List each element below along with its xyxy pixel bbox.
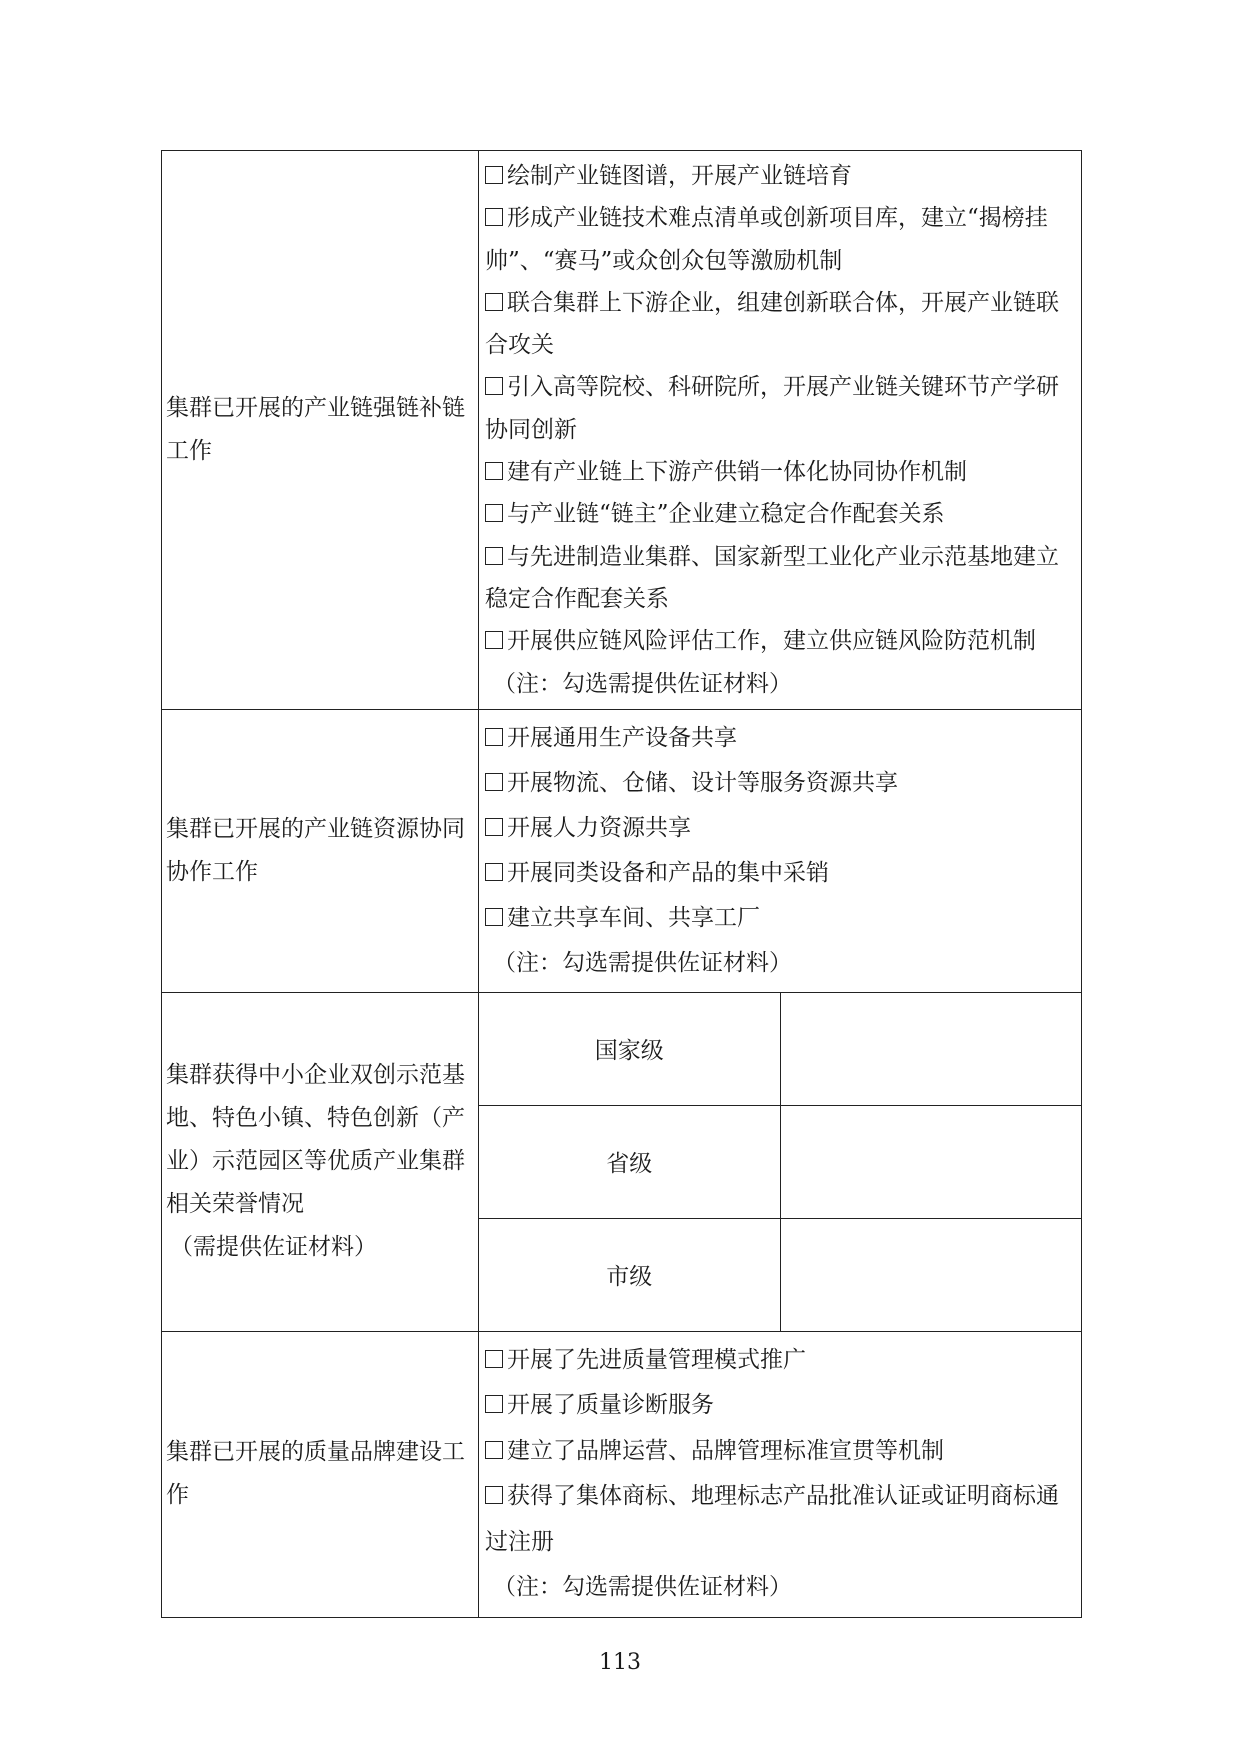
section-label: 集群已开展的产业链强链补链工作	[162, 151, 479, 710]
level-label-national: 国家级	[479, 992, 781, 1105]
section-sublabel: （需提供佐证材料）	[170, 1234, 377, 1261]
section-row-honors-national	[162, 992, 1082, 1105]
section-row-chain-strengthening	[162, 151, 1082, 710]
checkbox-option[interactable]: 形成产业链技术难点清单或创新项目库，建立“揭榜挂帅”、“赛马”或众创众包等激励机制	[485, 205, 1048, 274]
checkbox-icon[interactable]	[485, 863, 503, 881]
honors-label-cell	[162, 992, 479, 1331]
checkbox-icon[interactable]	[485, 818, 503, 836]
checkbox-icon[interactable]	[485, 504, 503, 522]
section-label: 集群已开展的产业链资源协同协作工作	[162, 709, 479, 992]
evidence-note: （注：勾选需提供佐证材料）	[493, 949, 792, 976]
checkbox-icon[interactable]	[485, 1350, 503, 1368]
section-row-resource-collaboration	[162, 709, 1082, 992]
checkbox-icon[interactable]	[485, 1395, 503, 1413]
checkbox-icon[interactable]	[485, 208, 503, 226]
checkbox-option[interactable]: 建立共享车间、共享工厂	[485, 896, 1081, 941]
checkbox-option[interactable]: 与产业链“链主”企业建立稳定合作配套关系	[485, 493, 1081, 535]
checkbox-icon[interactable]	[485, 631, 503, 649]
checkbox-icon[interactable]	[485, 1486, 503, 1504]
checkbox-option[interactable]: 引入高等院校、科研院所，开展产业链关键环节产学研协同创新	[485, 374, 1059, 443]
checkbox-option[interactable]: 建立了品牌运营、品牌管理标准宣贯等机制	[485, 1429, 1081, 1475]
checkbox-icon[interactable]	[485, 773, 503, 791]
evidence-note: （注：勾选需提供佐证材料）	[493, 1574, 792, 1601]
checkbox-option[interactable]: 开展物流、仓储、设计等服务资源共享	[485, 761, 1081, 806]
checkbox-icon[interactable]	[485, 462, 503, 480]
level-input-national[interactable]	[780, 992, 1082, 1105]
checkbox-option[interactable]: 联合集群上下游企业，组建创新联合体，开展产业链联合攻关	[485, 289, 1059, 359]
options-cell	[479, 1331, 1082, 1617]
checkbox-option[interactable]: 获得了集体商标、地理标志产品批准认证或证明商标通过注册	[485, 1483, 1059, 1555]
checkbox-option[interactable]: 开展通用生产设备共享	[485, 716, 1081, 761]
checkbox-option[interactable]: 开展了质量诊断服务	[485, 1383, 1081, 1429]
application-form-table	[161, 150, 1082, 1618]
evidence-note: （注：勾选需提供佐证材料）	[493, 670, 792, 697]
checkbox-option[interactable]: 建有产业链上下游产供销一体化协同协作机制	[485, 451, 1081, 493]
checkbox-option[interactable]: 开展了先进质量管理模式推广	[485, 1338, 1081, 1384]
checkbox-icon[interactable]	[485, 293, 503, 311]
checkbox-icon[interactable]	[485, 1441, 503, 1459]
checkbox-option[interactable]: 开展供应链风险评估工作，建立供应链风险防范机制	[485, 620, 1081, 662]
options-cell	[479, 709, 1082, 992]
checkbox-option[interactable]: 开展同类设备和产品的集中采销	[485, 851, 1081, 896]
checkbox-option[interactable]: 开展人力资源共享	[485, 806, 1081, 851]
options-cell	[479, 151, 1082, 710]
level-label-provincial: 省级	[479, 1105, 781, 1218]
section-label: 集群已开展的质量品牌建设工作	[162, 1331, 479, 1617]
level-input-provincial[interactable]	[780, 1105, 1082, 1218]
section-label: 集群获得中小企业双创示范基地、特色小镇、特色创新（产业）示范园区等优质产业集群相关荣誉情况	[166, 1062, 465, 1218]
checkbox-icon[interactable]	[485, 728, 503, 746]
level-input-city[interactable]	[780, 1218, 1082, 1331]
checkbox-option[interactable]: 绘制产业链图谱，开展产业链培育	[485, 155, 1081, 197]
section-row-quality-brand	[162, 1331, 1082, 1617]
checkbox-icon[interactable]	[485, 377, 503, 395]
checkbox-icon[interactable]	[485, 547, 503, 565]
checkbox-option[interactable]: 与先进制造业集群、国家新型工业化产业示范基地建立稳定合作配套关系	[485, 543, 1059, 612]
page-number: 113	[599, 1650, 641, 1675]
checkbox-icon[interactable]	[485, 166, 503, 184]
level-label-city: 市级	[479, 1218, 781, 1331]
checkbox-icon[interactable]	[485, 908, 503, 926]
